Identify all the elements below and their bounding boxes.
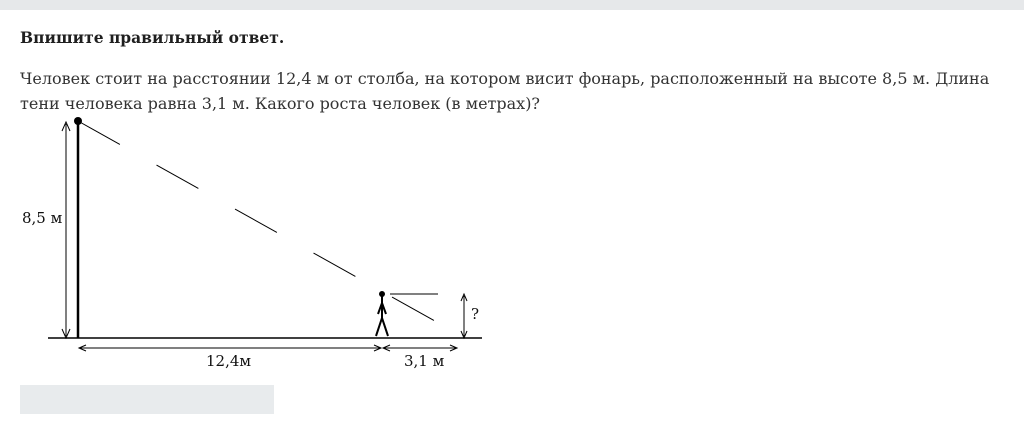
distance-label: 12,4м xyxy=(206,352,252,370)
shadow-arrow xyxy=(383,345,457,351)
figure-svg xyxy=(0,110,520,375)
shadow-label: 3,1 м xyxy=(404,352,445,370)
person-height-arrow xyxy=(461,294,467,338)
question-text: Человек стоит на расстоянии 12,4 м от столба, на котором висит фонарь, расположенный на высоте 8,5 м. Длина тени человека равна 3,1 м. Какого роста человек (в метрах)? xyxy=(20,69,990,113)
distance-arrow xyxy=(79,345,381,351)
instruction-heading: Впишите правильный ответ. xyxy=(20,28,285,47)
light-ray xyxy=(78,121,458,334)
top-strip xyxy=(0,0,1024,10)
pole-height-arrow xyxy=(62,122,70,338)
person-figure xyxy=(376,291,388,336)
pole-height-label: 8,5 м xyxy=(22,209,63,227)
geometry-figure xyxy=(0,110,520,375)
unknown-height-label: ? xyxy=(471,305,480,323)
answer-input[interactable] xyxy=(20,385,274,414)
